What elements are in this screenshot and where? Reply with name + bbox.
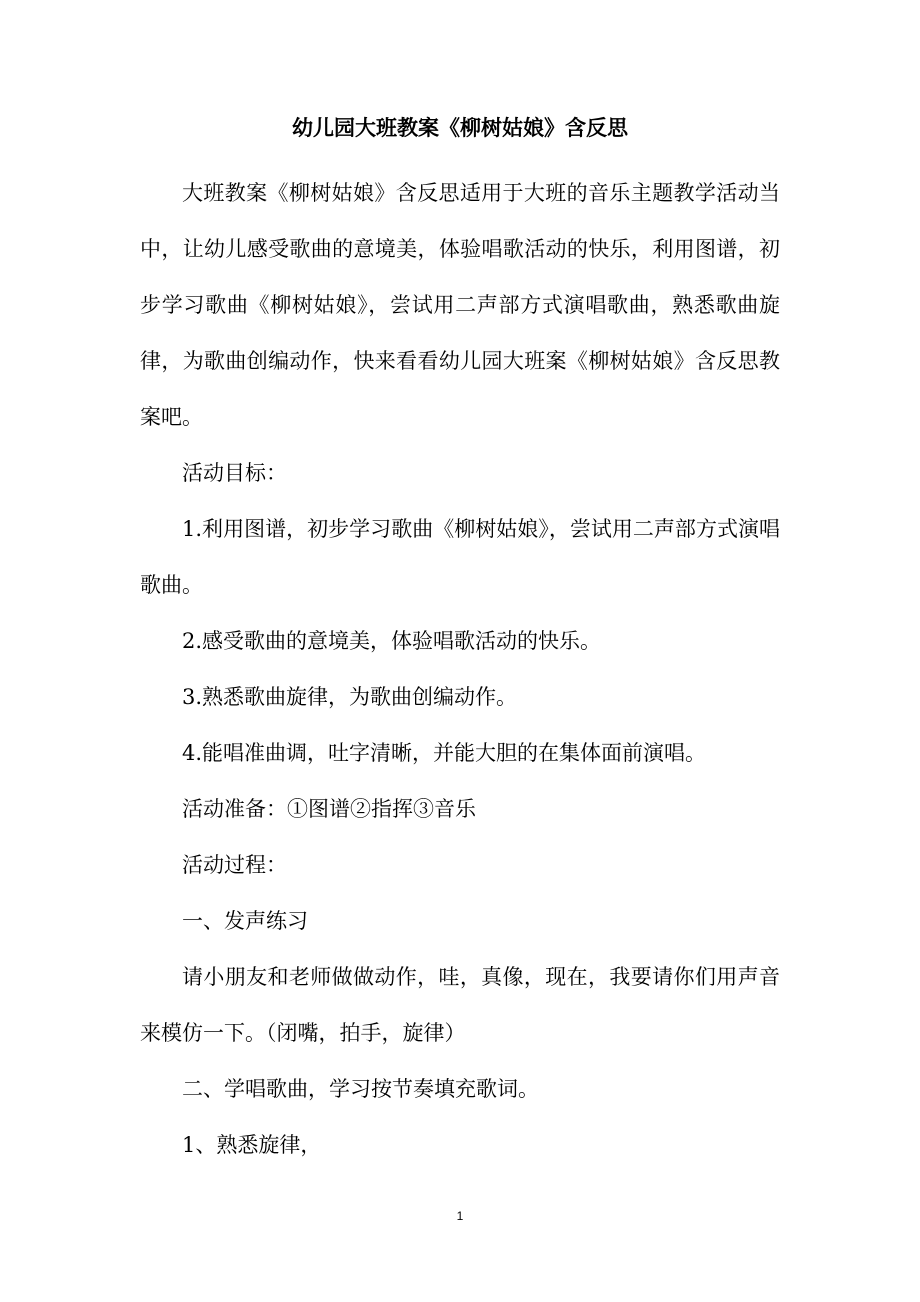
document-title: 幼儿园大班教案《柳树姑娘》含反思 [292,115,628,140]
page-number: 1 [456,1209,464,1223]
document-body [140,165,780,1173]
paragraph-preparation: 活动准备：①图谱②指挥③音乐 [182,797,476,821]
paragraph-intro: 大班教案《柳树姑娘》含反思适用于大班的音乐主题教学活动当中，让幼儿感受歌曲的意境美，体验唱歌活动的快乐，利用图谱，初步学习歌曲《柳树姑娘》，尝试用二声部方式演唱歌曲，熟悉歌曲旋律，为歌曲创编动作，快来看看幼儿园大班案《柳树姑娘》含反思教案吧。 [140,181,780,429]
paragraph-objective-1: 1.利用图谱，初步学习歌曲《柳树姑娘》，尝试用二声部方式演唱歌曲。 [140,517,780,597]
paragraph-step-1: 1、熟悉旋律， [182,1133,322,1157]
paragraph-objectives-heading: 活动目标： [182,461,287,485]
paragraph-section-1: 一、发声练习 [182,909,308,933]
paragraph-section-1-text: 请小朋友和老师做做动作，哇，真像，现在，我要请你们用声音来模仿一下。（闭嘴，拍手，旋律） [140,965,780,1045]
paragraph-objective-4: 4.能唱准曲调，吐字清晰，并能大胆的在集体面前演唱。 [182,741,707,765]
paragraph-objective-2: 2.感受歌曲的意境美，体验唱歌活动的快乐。 [182,629,602,653]
paragraph-process-heading: 活动过程： [182,853,287,877]
paragraph-objective-3: 3.熟悉歌曲旋律，为歌曲创编动作。 [182,685,518,709]
paragraph-section-2: 二、学唱歌曲，学习按节奏填充歌词。 [182,1077,539,1101]
